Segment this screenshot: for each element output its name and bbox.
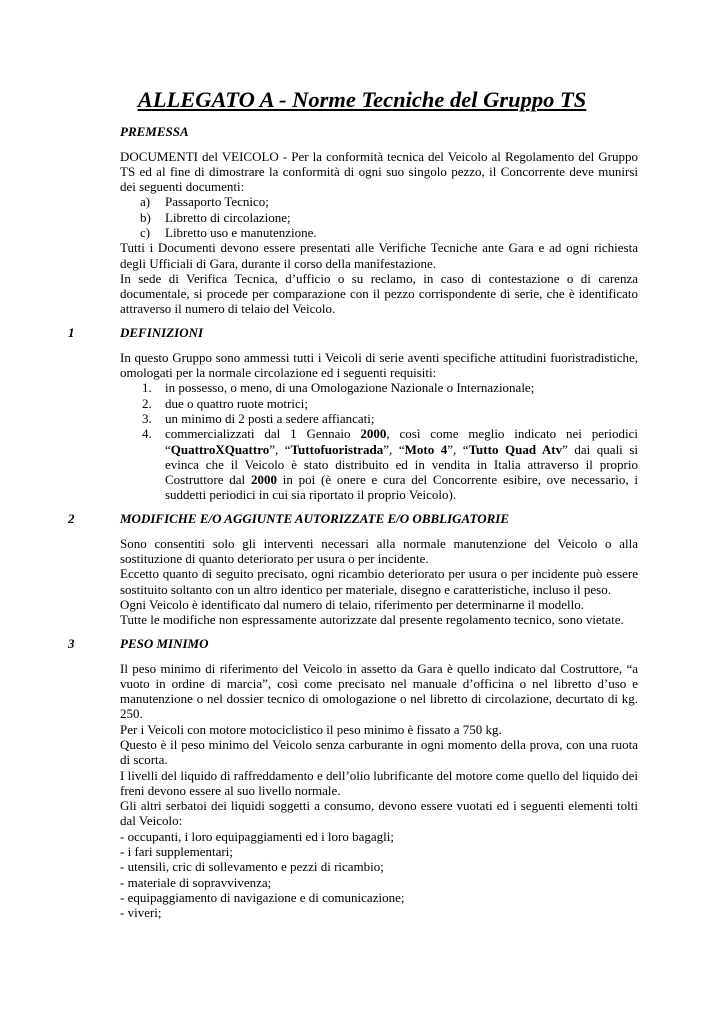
section-2-paragraph: Tutte le modifiche non espressamente autorizzate dal presente regolamento tecnico, sono vietate. <box>120 612 624 628</box>
premessa-doc-list <box>120 194 638 240</box>
premessa-paragraph-2: Tutti i Documenti devono essere presentati alle Verifiche Tecniche ante Gara e ad ogni richiesta degli Ufficiali di Gara, durante il corso della manifestazione. <box>120 240 638 271</box>
list-marker: 2. <box>142 395 152 411</box>
section-1-heading <box>68 325 638 341</box>
list-item <box>120 225 638 240</box>
document-body <box>68 124 638 921</box>
list-item: - materiale di sopravvivenza; <box>120 874 272 890</box>
section-3-paragraph: Per i Veicoli con motore motociclistico il peso minimo è fissato a 750 kg. <box>120 721 502 737</box>
list-item-text: un minimo di 2 posti a sedere affiancati; <box>165 410 375 426</box>
list-item-text: Passaporto Tecnico; <box>165 194 269 210</box>
list-item: - occupanti, i loro equipaggiamenti ed i loro bagagli; <box>120 828 395 844</box>
page-title: ALLEGATO A - Norme Tecniche del Gruppo TS <box>137 87 587 112</box>
list-item-text: Libretto uso e manutenzione. <box>165 224 317 240</box>
section-3-heading <box>68 636 638 652</box>
list-marker: 1. <box>142 380 152 396</box>
list-item <box>120 194 638 209</box>
premessa-paragraph-3: In sede di Verifica Tecnica, d’ufficio o su reclamo, in caso di contestazione o di carenza documentale, si procede per comparazione con il pezzo corrispondente di serie, che è identificato attraverso il numero di telaio del Veicolo. <box>120 270 638 317</box>
list-marker: 4. <box>142 426 152 442</box>
premessa-heading-text: PREMESSA <box>120 124 189 139</box>
list-item: - equipaggiamento di navigazione e di comunicazione; <box>120 889 405 905</box>
list-item: - i fari supplementari; <box>120 844 233 860</box>
list-marker: 3. <box>142 410 152 426</box>
section-title: MODIFICHE E/O AGGIUNTE AUTORIZZATE E/O OBBLIGATORIE <box>120 511 509 527</box>
section-title: PESO MINIMO <box>120 636 209 652</box>
section-2-paragraph: Sono consentiti solo gli interventi necessari alla normale manutenzione del Veicolo o alla sostituzione di quanto deteriorato per usura o per incidente. <box>120 535 638 567</box>
section-number: 2 <box>68 511 75 527</box>
section-3-paragraph: Gli altri serbatoi dei liquidi soggetti a consumo, devono essere vuotati ed i seguenti elementi tolti dal Veicolo: <box>120 798 638 829</box>
list-item-text: commercializzati dal 1 Gennaio 2000, così come meglio indicato nei periodici “QuattroXQuattro”, “Tuttofuoristrada”, “Moto 4”, “Tutto Quad Atv” dai quali si evinca che il Veicolo è stato distribuito ed in vendita in Italia attraverso il proprio Costruttore dal 2000 in poi (è onere e cura del Concorrente esibire, ove necessario, i suddetti periodici in cui sia riportato il proprio Veicolo). <box>165 426 638 503</box>
list-item-text: Libretto di circolazione; <box>165 209 291 225</box>
premessa-heading <box>120 124 638 140</box>
list-item <box>120 210 638 225</box>
premessa-intro: DOCUMENTI del VEICOLO - Per la conformità tecnica del Veicolo al Regolamento del Gruppo TS ed al fine di dimostrare la conformità di ogni suo singolo pezzo, il Concorrente deve munirsi dei seguenti documenti: <box>120 148 638 195</box>
section-number: 1 <box>68 325 75 341</box>
list-item <box>120 380 638 395</box>
list-marker: a) <box>140 194 151 210</box>
section-2-heading <box>68 511 638 527</box>
list-item <box>120 426 638 502</box>
section-3-paragraph: Il peso minimo di riferimento del Veicolo in assetto da Gara è quello indicato dal Costruttore, “a vuoto in ordine di marcia”, così come precisato nel manuale d’officina o nel libretto d’uso e manutenzione o nel dossier tecnico di omologazione o nel libretto di circolazione, decurtato di kg. 250. <box>120 660 638 722</box>
section-2-paragraph: Eccetto quanto di seguito precisato, ogni ricambio deteriorato per usura o per incidente può essere sostituito soltanto con un altro identico per materiale, disegno e caratteristiche, incluso il peso. <box>120 566 638 597</box>
list-item-text: in possesso, o meno, di una Omologazione Nazionale o Internazionale; <box>165 380 535 396</box>
section-3-paragraph: I livelli del liquido di raffreddamento e dell’olio lubrificante del motore come quello del liquido dei freni devono essere al suo livello normale. <box>120 767 638 798</box>
section-2-paragraph: Ogni Veicolo è identificato dal numero di telaio, riferimento per determinarne il modello. <box>120 596 585 612</box>
list-item <box>120 411 638 426</box>
list-marker: c) <box>140 224 151 240</box>
list-item: - viveri; <box>120 905 162 921</box>
section-3-paragraph: Questo è il peso minimo del Veicolo senza carburante in ogni momento della prova, con una ruota di scorta. <box>120 737 638 768</box>
list-marker: b) <box>140 209 151 225</box>
list-item <box>120 396 638 411</box>
list-item-text: due o quattro ruote motrici; <box>165 395 308 411</box>
section-1-intro: In questo Gruppo sono ammessi tutti i Veicoli di serie aventi specifiche attitudini fuoristradistiche, omologati per la normale circolazione ed i seguenti requisiti: <box>120 349 638 381</box>
section-title: DEFINIZIONI <box>120 325 204 341</box>
requirements-list <box>120 380 638 502</box>
section-number: 3 <box>68 636 75 652</box>
list-item: - utensili, cric di sollevamento e pezzi di ricambio; <box>120 859 384 875</box>
